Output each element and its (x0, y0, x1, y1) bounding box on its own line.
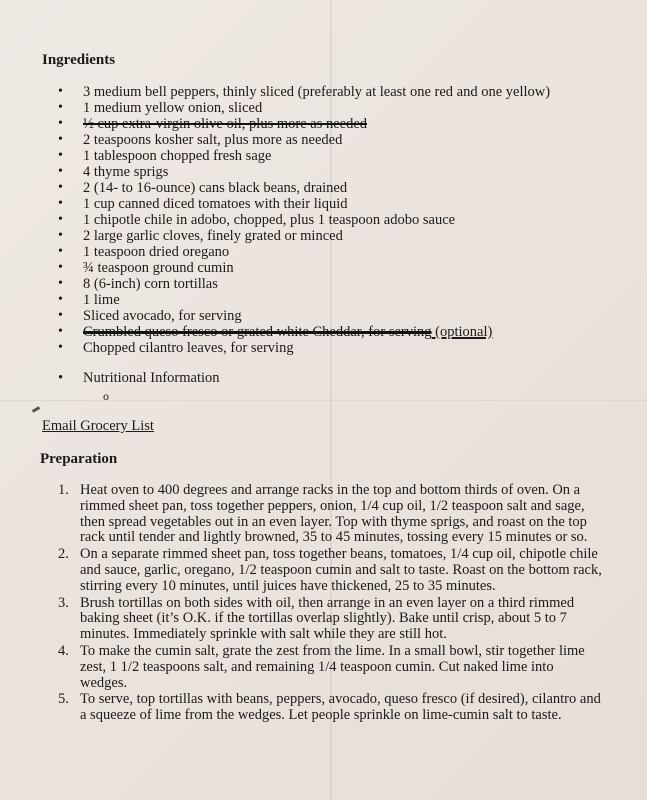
email-grocery-list-link[interactable]: Email Grocery List (42, 418, 154, 434)
ingredient-item: • 1 cup canned diced tomatoes with their liquid (58, 196, 618, 212)
preparation-step (58, 596, 590, 643)
ingredient-item: • 2 teaspoons kosher salt, plus more as needed (58, 132, 618, 148)
step-number: 1. (58, 482, 69, 498)
ingredient-item-crossed-out: • ½ cup extra-virgin olive oil, plus more as needed (58, 116, 618, 132)
step-text-line: a squeeze of lime from the wedges. Let people sprinkle on lime-cumin salt to taste. (80, 707, 562, 724)
preparation-step (58, 546, 602, 594)
step-text-line: stirring every 10 minutes, until juices have thickened, 25 to 35 minutes. (80, 577, 496, 594)
preparation-step (58, 691, 601, 724)
step-text-line: zest, 1 1/2 teaspoons salt, and remaining 1/4 teaspoon cumin. Cut naked lime into (80, 658, 554, 675)
step-text-line: Brush tortillas on both sides with oil, then arrange in an even layer on a third rimmed (80, 594, 575, 611)
step-number: 5. (58, 691, 69, 708)
step-number: 2. (58, 546, 69, 563)
step-text-line: baking sheet (it’s O.K. if the tortillas overlap slightly). Bake until crisp, about 5 to 7 (80, 610, 567, 627)
step-text-line: and sauce, garlic, oregano, 1/2 teaspoon cumin and salt to taste. Roast on the bottom rack, (80, 561, 602, 578)
step-text-line: rack until tender and lightly browned, 35 to 45 minutes, tossing every 15 minutes or so. (80, 529, 588, 546)
optional-note: (optional) (431, 324, 493, 340)
preparation-step (58, 644, 590, 691)
preparation-steps (58, 482, 602, 725)
ingredient-item: • 1 lime (58, 292, 618, 308)
ingredient-item: • 1 medium yellow onion, sliced (58, 100, 618, 116)
ingredient-item: • 8 (6-inch) corn tortillas (58, 276, 618, 292)
pencil-mark (32, 406, 40, 413)
nutrition-sub-bullet: o (103, 389, 109, 403)
step-text-line: Heat oven to 400 degrees and arrange racks in the top and bottom thirds of oven. On a (80, 482, 581, 498)
ingredient-item: • ¾ teaspoon ground cumin (58, 260, 618, 276)
step-text-line: To serve, top tortillas with beans, peppers, avocado, queso fresco (if desired), cilantro and (80, 691, 601, 708)
step-text-line: On a separate rimmed sheet pan, toss together beans, tomatoes, 1/4 cup oil, chipotle chile (80, 546, 598, 563)
step-text-line: then spread vegetables out in an even layer. Top with thyme sprigs, and roast on the top (80, 513, 587, 530)
ingredient-item: • 2 large garlic cloves, finely grated or minced (58, 228, 618, 244)
preparation-heading: Preparation (40, 451, 118, 467)
ingredients-heading: Ingredients (42, 52, 116, 68)
ingredients-list (58, 84, 618, 356)
step-number: 3. (58, 594, 69, 611)
nutritional-information-link[interactable]: • Nutritional Information (58, 370, 220, 387)
step-text-line: minutes. Immediately sprinkle with salt while they are still hot. (80, 626, 447, 643)
ingredient-item: • Sliced avocado, for serving (58, 308, 618, 324)
ingredient-item: • 1 chipotle chile in adobo, chopped, plus 1 teaspoon adobo sauce (58, 212, 618, 228)
ingredient-item: • 1 teaspoon dried oregano (58, 244, 618, 260)
ingredient-item-crossed-out: • Crumbled queso fresco or grated white Cheddar, for serving (optional) (58, 324, 618, 340)
preparation-step (58, 483, 590, 546)
step-number: 4. (58, 642, 69, 659)
ingredient-item: • 3 medium bell peppers, thinly sliced (preferably at least one red and one yellow) (58, 84, 618, 100)
step-text-line: To make the cumin salt, grate the zest from the lime. In a small bowl, stir together lime (80, 642, 585, 659)
ingredient-item: • 1 tablespoon chopped fresh sage (58, 148, 618, 164)
ingredient-item: • 4 thyme sprigs (58, 164, 618, 180)
ingredient-item: • Chopped cilantro leaves, for serving (58, 340, 618, 356)
step-text-line: rimmed sheet pan, toss together peppers, onion, 1/4 cup oil, 1/2 teaspoon salt and sage, (80, 497, 585, 514)
step-text-line: wedges. (80, 674, 128, 691)
paper-fold-horizontal (0, 400, 647, 401)
ingredient-item: • 2 (14- to 16-ounce) cans black beans, drained (58, 180, 618, 196)
